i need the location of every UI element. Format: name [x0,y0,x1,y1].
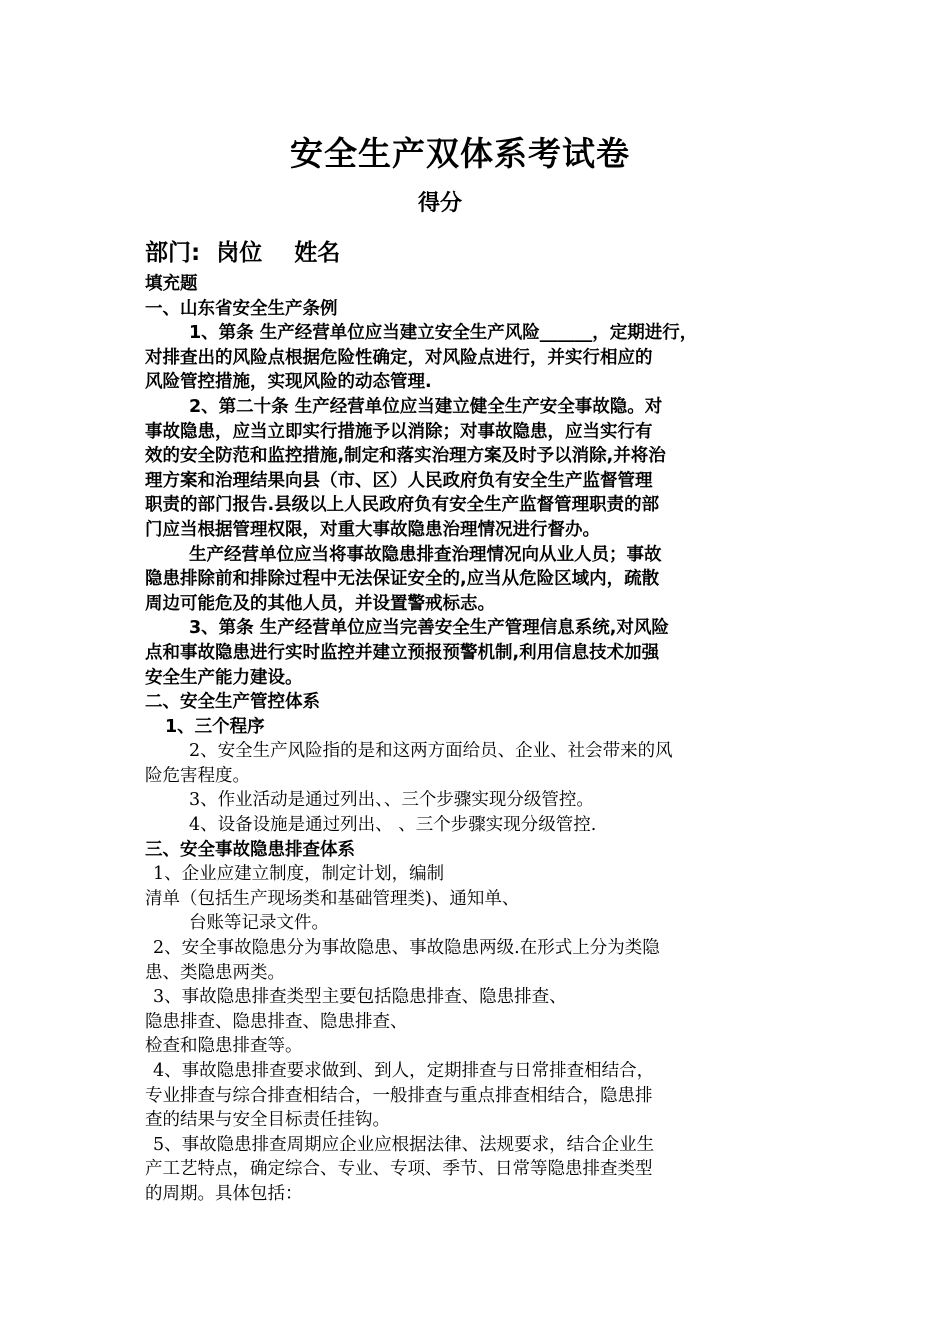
text-line: 周边可能危及的其他人员，并设置警戒标志。 [145,593,495,614]
department-post-name-line: 部门: 岗位 姓名 [145,240,341,266]
text-line: 理方案和治理结果向县（市、区）人民政府负有安全生产监督管理 [145,470,653,491]
text-line: 产工艺特点，确定综合、专业、专项、季节、日常等隐患排查类型 [145,1159,653,1180]
text-line: 患、类隐患两类。 [145,962,285,983]
text-line: 检查和隐患排查等。 [145,1036,303,1057]
text-line: 5、事故隐患排查周期应企业应根据法律、法规要求，结合企业生 [153,1134,655,1155]
text-line: 填充题 [145,274,198,294]
text-line: 1、企业应建立制度，制定计划，编制 [153,864,445,885]
text-line: 清单（包括生产现场类和基础管理类)、通知单、 [145,888,520,909]
text-line: 险危害程度。 [145,765,250,786]
text-line: 三、安全事故隐患排查体系 [145,839,355,860]
text-line: 隐患排查、隐患排查、隐患排查、 [145,1011,408,1032]
text-line: 1、三个程序 [165,716,265,737]
text-line: 安全生产能力建设。 [145,667,303,688]
text-line: 效的安全防范和监控措施,制定和落实治理方案及时予以消除,并将治 [145,446,666,467]
text-line: 2、第二十条 生产经营单位应当建立健全生产安全事故隐。对 [189,396,663,417]
text-line: 2、安全生产风险指的是和这两方面给员、企业、社会带来的风 [189,741,673,762]
text-line: 查的结果与安全目标责任挂钩。 [145,1110,390,1131]
text-line: 门应当根据管理权限，对重大事故隐患治理情况进行督办。 [145,519,600,540]
text-line: 风险管控措施，实现风险的动态管理. [145,372,432,393]
score-label: 得分 [417,191,462,216]
text-line: 2、安全事故隐患分为事故隐患、事故隐患两级.在形式上分为类隐 [153,938,660,959]
text-line: 职责的部门报告.县级以上人民政府负有安全生产监督管理职责的部 [145,495,660,516]
text-line: 3、第条 生产经营单位应当完善安全生产管理信息系统,对风险 [189,618,669,639]
text-line: 的周期。具体包括： [145,1183,303,1204]
text-line: 事故隐患，应当立即实行措施予以消除；对事故隐患，应当实行有 [145,421,653,442]
text-line: 隐患排除前和排除过程中无法保证安全的,应当从危险区域内，疏散 [145,569,660,590]
text-line: 4、设备设施是通过列出、 、三个步骤实现分级管控. [189,815,597,836]
exam-body [145,272,815,1207]
text-line: 二、安全生产管控体系 [145,692,320,713]
text-line: 4、事故隐患排查要求做到、到人，定期排查与日常排查相结合， [153,1061,655,1081]
text-line: 生产经营单位应当将事故隐患排查治理情况向从业人员；事故 [189,544,662,565]
text-line: 台账等记录文件。 [189,913,329,934]
text-line: 点和事故隐患进行实时监控并建立预报预警机制,利用信息技术加强 [145,642,660,663]
text-line: 对排查出的风险点根据危险性确定，对风险点进行，并实行相应的 [145,347,653,368]
text-line: 3、作业活动是通过列出、、三个步骤实现分级管控。 [189,790,594,811]
text-line: 一、山东省安全生产条例 [145,298,338,319]
text-line: 3、事故隐患排查类型主要包括隐患排查、隐患排查、 [153,987,567,1008]
text-line: 专业排查与综合排查相结合，一般排查与重点排查相结合，隐患排 [145,1085,653,1106]
text-line: 1、第条 生产经营单位应当建立安全生产风险______，定期进行， [189,323,698,344]
exam-title: 安全生产双体系考试卷 [290,134,630,173]
